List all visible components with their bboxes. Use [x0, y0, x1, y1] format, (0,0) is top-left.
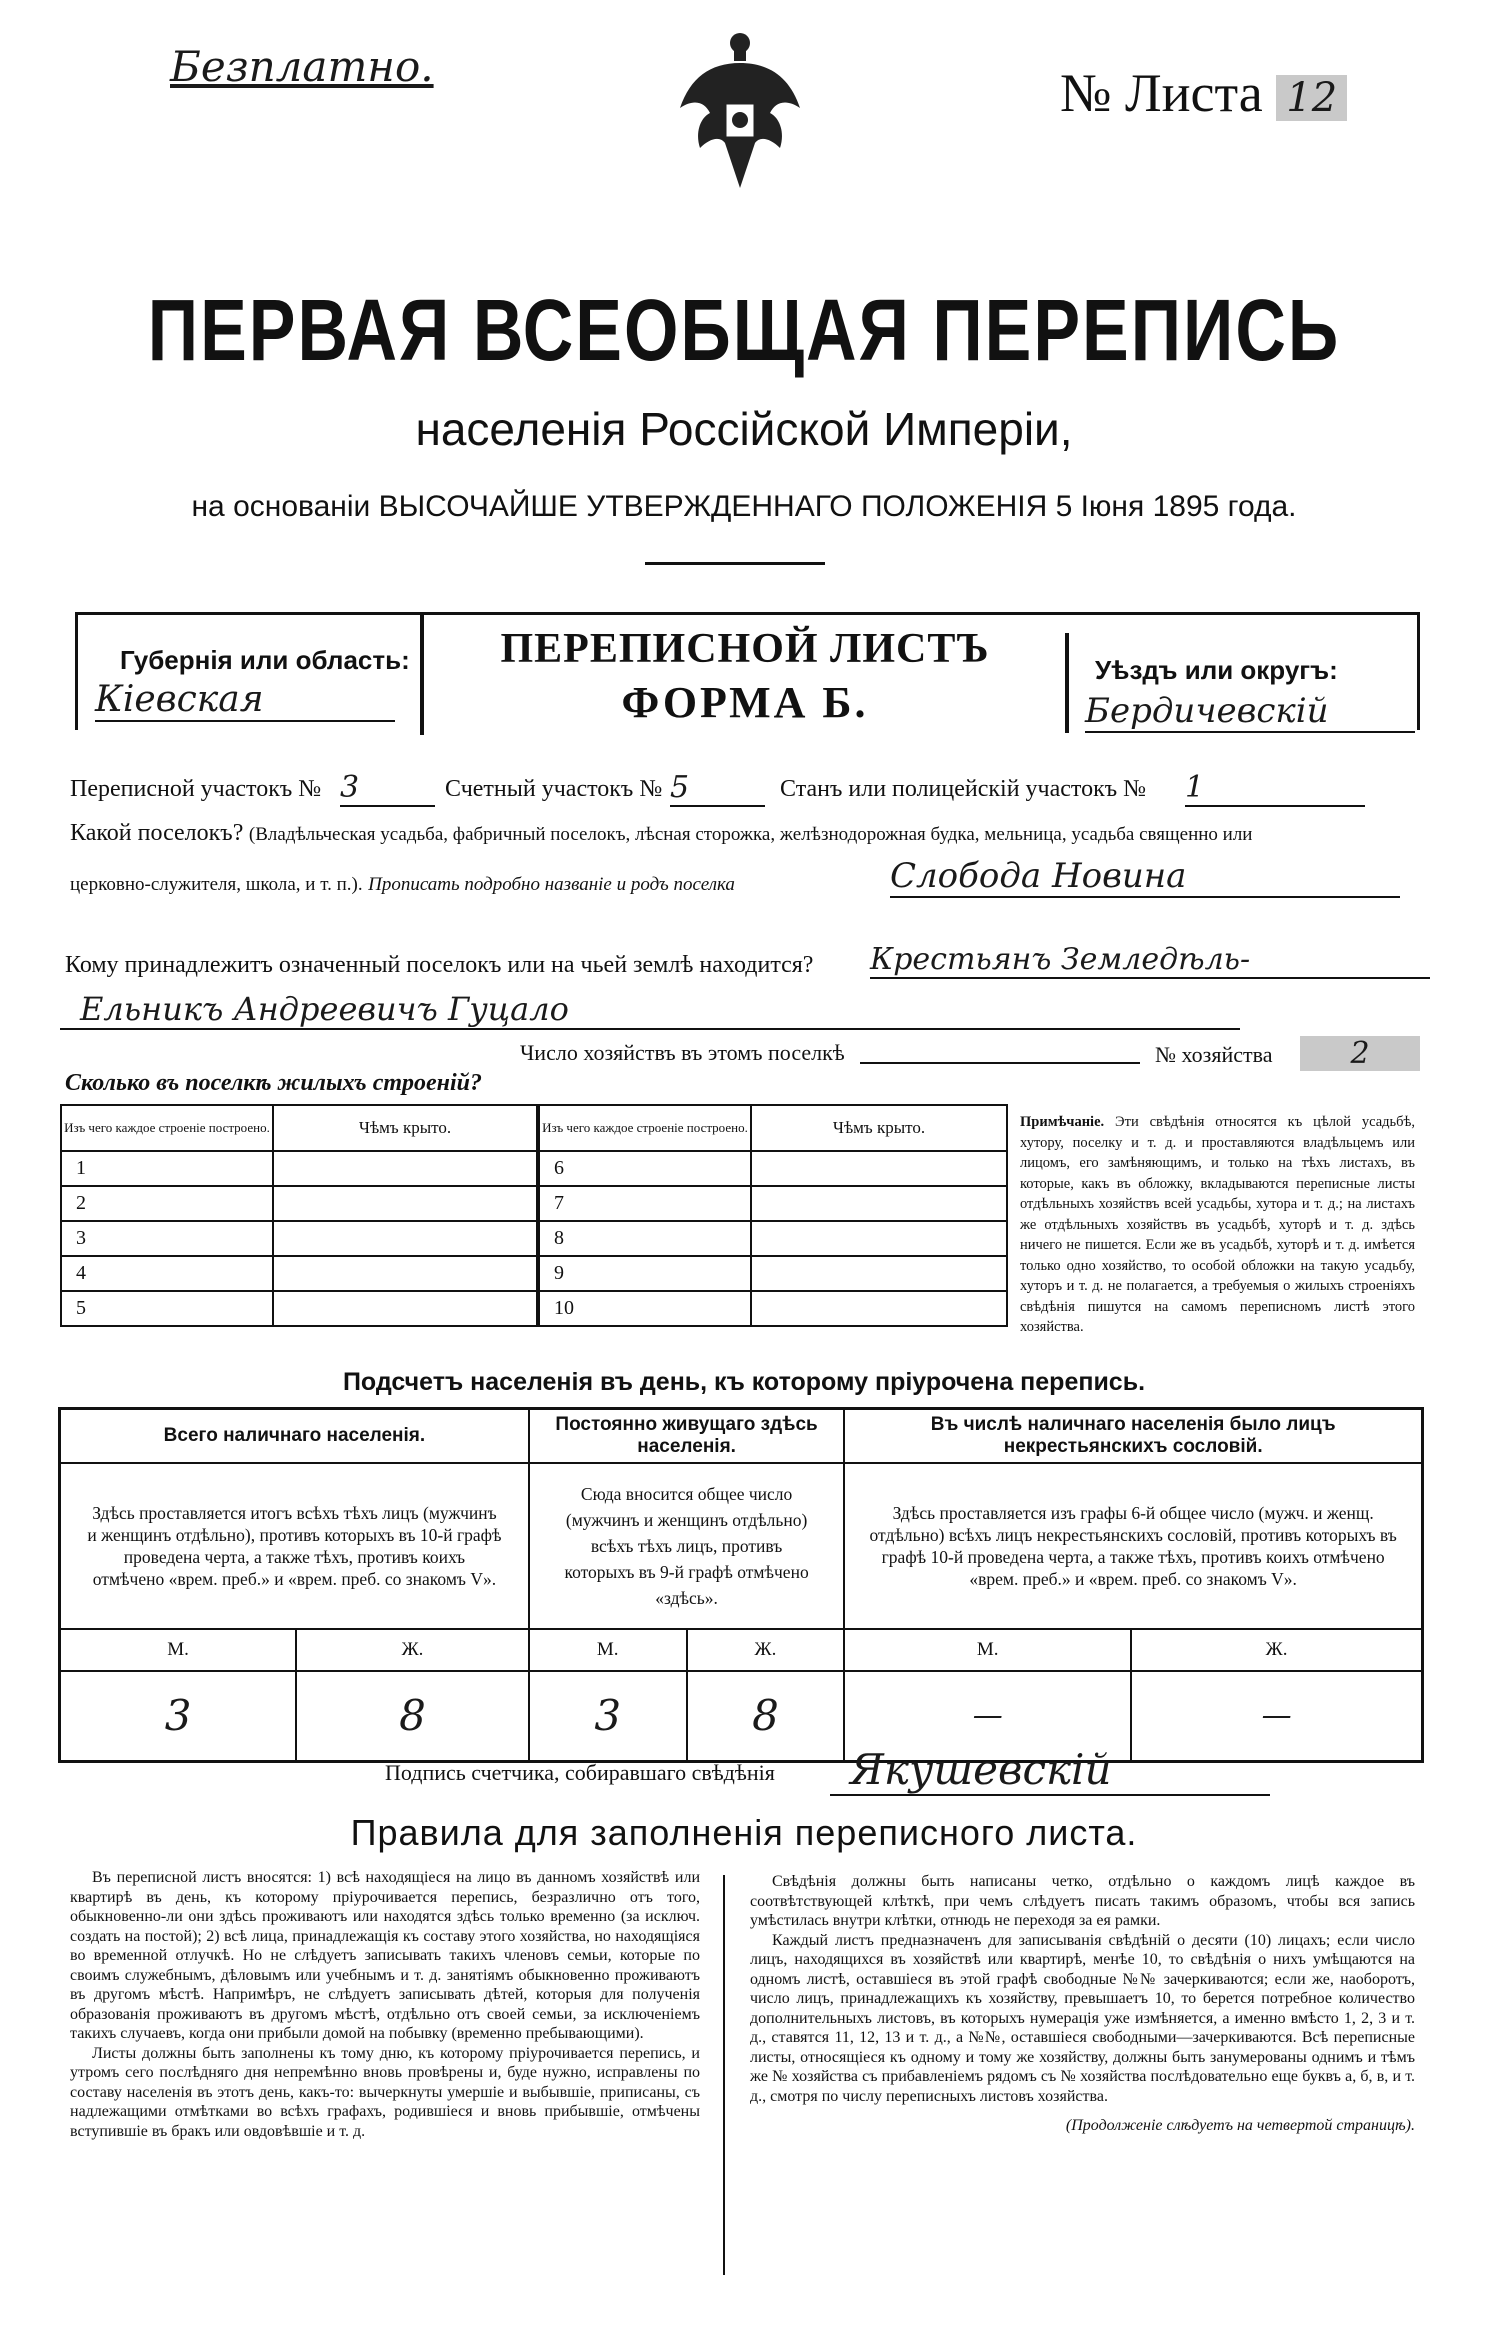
row-number: 2 — [61, 1186, 273, 1221]
rules-right-p1: Свѣдѣнія должны быть написаны четко, отдѣльно о каждомъ лицѣ каждое въ соотвѣтствующей клѣткѣ, при чемъ слѣдуетъ писать такимъ образомъ, чтобы вся запись умѣстилась внутри клѣтки, отнюдь не переходя за ея рамки. — [750, 1873, 1415, 1929]
col2-title: Постоянно живущаго здѣсь населенія. — [529, 1409, 844, 1464]
row-number: 5 — [61, 1291, 273, 1326]
sheet-number — [1060, 62, 1347, 124]
uezd-value: Бердичевскій — [1085, 691, 1415, 733]
row-number: 6 — [539, 1151, 751, 1186]
count-area-label: Счетный участокъ № — [445, 776, 663, 802]
buildings-table-right — [538, 1104, 1008, 1327]
col2-text: Сюда вносится общее число (мужчинъ и женщинъ отдѣльно) всѣхъ тѣхъ лицъ, противъ которыхъ въ 9-й графѣ отмѣчено «здѣсь». — [529, 1463, 844, 1629]
f-label: Ж. — [1131, 1629, 1422, 1671]
form-box — [75, 612, 1420, 735]
value-cell: 3 — [529, 1671, 687, 1761]
household-no-value: 2 — [1300, 1036, 1420, 1071]
owner-value-1: Крестьянъ Земледѣль- — [870, 942, 1430, 979]
census-area-value: 3 — [340, 770, 435, 807]
col-material-header: Изъ чего каждое строеніе построено. — [539, 1105, 751, 1151]
rules-right — [750, 1872, 1415, 2136]
guberniya-label: Губернія или область: — [120, 645, 410, 675]
col-roof-header: Чѣмъ крыто. — [751, 1105, 1007, 1151]
settlement-hint: (Владѣльческая усадьба, фабричный поселокъ, лѣсная сторожка, желѣзнодорожная будка, мельница, усадьба священно или — [248, 824, 1253, 845]
buildings-label: Сколько въ поселкѣ жилыхъ строеній? — [65, 1070, 482, 1096]
roof-cell — [273, 1291, 537, 1326]
rules-divider — [723, 1875, 725, 2275]
rules-left-p2: Листы должны быть заполнены къ тому дню, къ которому пріурочивается перепись, и утромъ сего послѣдняго дня непремѣнно вновь провѣрены и, буде нужно, исправлены по составу населенія въ этотъ день, какъ-то: вычеркнуты умершіе и выбывшіе, приписаны, съ надлежащими отмѣтками во всѣхъ графахъ, родившіеся и вновь прибывшіе, отмѣчены вступившіе въ бракъ или овдовѣвшіе и т. д. — [70, 2044, 700, 2140]
settlement-hint-2: церковно-служителя, школа, и т. п.). — [70, 874, 363, 895]
value-cell: 3 — [60, 1671, 297, 1761]
signature-label: Подпись счетчика, собиравшаго свѣдѣнія — [385, 1760, 775, 1785]
count-area-value: 5 — [670, 770, 765, 807]
note-text: Эти свѣдѣнія относятся къ цѣлой усадьбѣ, хутору, поселку и т. д. и проставляются владѣльцемъ или лицомъ, его замѣняющимъ, и только на тѣхъ листахъ, въ которые, какъ въ обложку, вкладываются переписные листы отдѣльныхъ хозяйствъ всей усадьбы, хутора и т. д.; на листахъ же отдѣльныхъ хозяйствъ въ усадьбѣ, хуторѣ и т. д. здѣсь ничего не пишется. Если же въ усадьбѣ, хуторѣ и т. д. имѣется только одно хозяйство, то особой обложки на такую усадьбу, хуторъ и т. д. не полагается, а требуемыя о жилыхъ строеніяхъ свѣдѣнія пишутся на самомъ переписномъ листѣ этого хозяйства. — [1020, 1114, 1416, 1335]
col3-title: Въ числѣ наличнаго населенія было лицъ некрестьянскихъ сословій. — [844, 1409, 1422, 1464]
roof-cell — [273, 1256, 537, 1291]
stan-label: Станъ или полицейскій участокъ № — [780, 776, 1147, 802]
value-cell: 8 — [296, 1671, 529, 1761]
rules-left-p1: Въ переписной листъ вносятся: 1) всѣ находящіеся на лицо въ данномъ хозяйствѣ или квартирѣ въ день, къ которому пріурочивается перепись, безразлично отъ того, обыкновенно-ли они здѣсь проживаютъ или находятся здѣсь только временно (за исключ. создать на постой); 2) всѣ лица, принадлежащія къ составу этого хозяйства, но находящіяся во временной отлучкѣ. Но не слѣдуетъ записывать такихъ членовъ семьи, которые по своимъ служебнымъ, дѣловымъ или учебнымъ и т. д. занятіямъ обыкновенно проживаютъ въ другомъ мѣстѣ. Напримѣръ, не слѣдуетъ записывать дѣтей, которыя для полученія образованія проживаютъ въ другомъ мѣстѣ, отдѣльно отъ своей семьи, за исключеніемъ такихъ случаевъ, когда они прибыли домой на побывку (временно пребывающими). — [70, 1869, 700, 2042]
note — [1020, 1112, 1415, 1338]
census-area-label: Переписной участокъ № — [70, 776, 322, 802]
free-label: Безплатно. — [170, 42, 434, 91]
settlement-value: Слобода Новина — [890, 856, 1400, 898]
owner-value-2: Ельникъ Андреевичъ Гуцало — [60, 990, 1240, 1030]
owner-label: Кому принадлежитъ означенный поселокъ или на чьей землѣ находится? — [65, 952, 814, 978]
signature-value: Якушевскій — [830, 1745, 1270, 1796]
roof-cell — [751, 1291, 1007, 1326]
population-heading: Подсчетъ населенія въ день, къ которому пріурочена перепись. — [342, 1368, 1146, 1396]
form-name: ФОРМА Б. — [621, 678, 869, 727]
col-roof-header: Чѣмъ крыто. — [273, 1105, 537, 1151]
roof-cell — [751, 1186, 1007, 1221]
settlement-block — [70, 820, 1420, 940]
coat-of-arms-icon — [650, 18, 830, 198]
guberniya-value: Кіевская — [95, 679, 395, 722]
settlement-instruction: Прописать подробно названіе и родъ поселка — [368, 874, 735, 895]
buildings-table-left — [60, 1104, 538, 1327]
households-underline — [860, 1062, 1140, 1064]
m-label: М. — [60, 1629, 297, 1671]
f-label: Ж. — [296, 1629, 529, 1671]
household-no-label: № хозяйства — [1155, 1042, 1273, 1067]
row-number: 8 — [539, 1221, 751, 1256]
rules-left — [70, 1868, 700, 2141]
rules-continued: (Продолженіе слѣдуетъ на четвертой страницѣ). — [1065, 2117, 1415, 2134]
row-number: 7 — [539, 1186, 751, 1221]
col-material-header: Изъ чего каждое строеніе построено. — [61, 1105, 273, 1151]
row-number: 1 — [61, 1151, 273, 1186]
value-cell: 8 — [687, 1671, 845, 1761]
value-cell: — — [844, 1671, 1131, 1761]
sheet-number-label: № Листа — [1060, 63, 1263, 123]
rules-title: Правила для заполненія переписного листа. — [350, 1812, 1138, 1853]
roof-cell — [273, 1221, 537, 1256]
population-table — [58, 1407, 1424, 1763]
stan-value: 1 — [1185, 770, 1365, 807]
roof-cell — [751, 1151, 1007, 1186]
roof-cell — [273, 1151, 537, 1186]
row-number: 3 — [61, 1221, 273, 1256]
m-label: М. — [844, 1629, 1131, 1671]
roof-cell — [273, 1186, 537, 1221]
col1-title: Всего наличнаго населенія. — [60, 1409, 529, 1464]
uezd-label: Уѣздъ или округъ: — [1095, 655, 1338, 685]
m-label: М. — [529, 1629, 687, 1671]
roof-cell — [751, 1221, 1007, 1256]
rules-right-p2: Каждый листъ предназначенъ для записыванія свѣдѣній о десяти (10) лицахъ; если число лицъ, находящихся въ хозяйствѣ или квартирѣ, менѣе 10, то свѣдѣнія о нихъ умѣщаются на одномъ листѣ, оставшіеся въ этой графѣ свободные №№ зачеркиваются; если же, наоборотъ, число лицъ, принадлежащихъ къ хозяйству, превышаетъ 10, то берется потребное количество дополнительныхъ листовъ, въ которыхъ нумерація уже измѣняется, а именно вмѣсто 1, 2, 3 и т. д., ставятся 11, 12, 13 и т. д., а №№, оставшіеся свободными—зачеркиваются. Всѣ переписные листы, относящіеся къ одному и тому же хозяйству, должны быть занумерованы однимъ и тѣмъ же № хозяйства съ прибавленіемъ рядомъ съ № хозяйства послѣдовательно еще буквъ а, б, в, и т. д., смотря по числу переписныхъ листовъ хозяйства. — [750, 1931, 1415, 2105]
settlement-label: Какой поселокъ? — [70, 820, 244, 846]
form-title: ПЕРЕПИСНОЙ ЛИСТЪ — [500, 626, 990, 672]
page-subtitle: населенія Россійской Имперіи, — [415, 403, 1073, 455]
basis-text: на основаніи ВЫСОЧАЙШЕ УТВЕРЖДЕННАГО ПОЛОЖЕНІЯ 5 Іюня 1895 года. — [191, 490, 1297, 523]
col1-text: Здѣсь проставляется итогъ всѣхъ тѣхъ лицъ (мужчинъ и женщинъ отдѣльно), противъ которыхъ въ 10-й графѣ проведена черта, а также тѣхъ, противъ коихъ отмѣчено «врем. преб.» и «врем. преб. со знакомъ V». — [60, 1463, 529, 1629]
households-label: Число хозяйствъ въ этомъ поселкѣ — [520, 1040, 845, 1065]
value-cell: — — [1131, 1671, 1422, 1761]
row-number: 10 — [539, 1291, 751, 1326]
sheet-number-value: 12 — [1276, 75, 1347, 121]
divider — [645, 562, 825, 565]
page-title: ПЕРВАЯ ВСЕОБЩАЯ ПЕРЕПИСЬ — [147, 281, 1341, 379]
roof-cell — [751, 1256, 1007, 1291]
f-label: Ж. — [687, 1629, 845, 1671]
note-title: Примѣчаніе. — [1020, 1114, 1105, 1130]
col3-text: Здѣсь проставляется изъ графы 6-й общее число (мужч. и женщ. отдѣльно) всѣхъ лицъ некрестьянскихъ сословій, противъ которыхъ въ графѣ 10-й проведена черта, а также тѣхъ, противъ коихъ отмѣчено «врем. преб.» и «врем. преб. со знакомъ V». — [844, 1463, 1422, 1629]
area-row — [70, 770, 1410, 810]
row-number: 9 — [539, 1256, 751, 1291]
row-number: 4 — [61, 1256, 273, 1291]
